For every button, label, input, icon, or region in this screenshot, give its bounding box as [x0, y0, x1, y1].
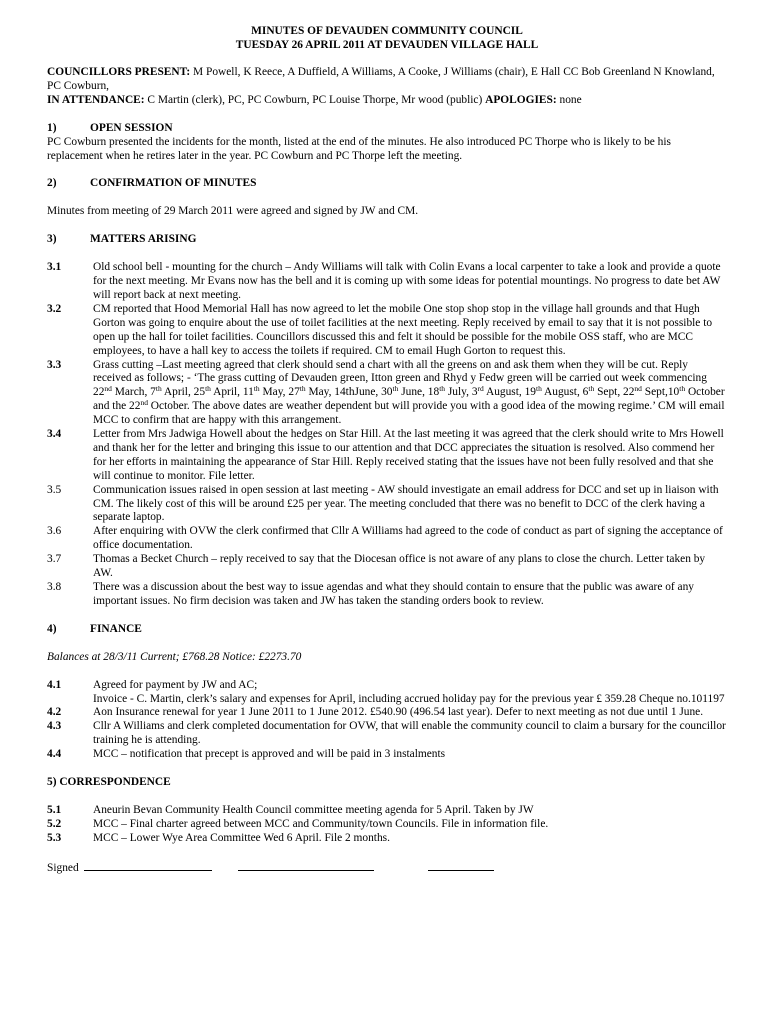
item-3-8	[47, 581, 727, 609]
signature-line	[47, 860, 727, 876]
item-number: 3.1	[47, 261, 62, 274]
item-number: 5.2	[47, 817, 62, 830]
signature-blank-1	[84, 860, 212, 871]
item-number: 3.5	[47, 483, 62, 496]
item-3-5	[47, 484, 727, 526]
item-3-4	[47, 428, 727, 484]
item-4-2	[47, 706, 727, 720]
section-title: OPEN SESSION	[90, 121, 173, 134]
signature-blank-2	[238, 860, 374, 871]
open-session-text: PC Cowburn presented the incidents for the month, listed at the end of the minutes. He also introduced PC Thorpe who is likely to be his replacement when he retires later in the year. PC Cowburn and PC Thorpe left the meeting.	[47, 135, 671, 162]
apologies-text: none	[556, 93, 582, 106]
apologies-label: APOLOGIES:	[485, 93, 557, 106]
document-title	[47, 24, 727, 52]
item-number: 4.3	[47, 720, 62, 733]
item-text: Cllr A Williams and clerk completed documentation for OVW, that will enable the community council to claim a bursary for the councillor training he is attending.	[93, 720, 726, 747]
item-3-7	[47, 553, 727, 581]
section-number: 4)	[47, 622, 57, 635]
section-heading-finance	[47, 623, 727, 637]
item-number: 3.7	[47, 553, 62, 566]
item-4-3	[47, 720, 727, 748]
present-text: M Powell, K Reece, A Duffield, A Williams, A Cooke, J Williams (chair), E Hall CC Bob Greenland N Knowland, PC Cowburn,	[47, 66, 715, 92]
signed-label: Signed	[47, 861, 79, 874]
item-text: MCC – Final charter agreed between MCC and Community/town Councils. File in information file.	[93, 817, 549, 830]
section-number: 2)	[47, 177, 57, 190]
item-number: 3.4	[47, 428, 62, 441]
item-number: 3.3	[47, 358, 62, 371]
item-number: 4.4	[47, 748, 62, 761]
item-text: There was a discussion about the best way to issue agendas and what they should contain to ensure that the public was aware of any important issues. No firm decision was taken and JW has taken the standing orders book to review.	[93, 581, 695, 607]
councillors-present	[47, 66, 727, 94]
item-text: CM reported that Hood Memorial Hall has now agreed to let the mobile One stop shop stop in the village hall grounds and that Hugh Gorton was going to enquire about the use of toilet facilities at the next meeting. Reply received by email to say that it is not possible to open up the hall for toilet facilities. Councillors discussed this and felt it should be possible for the mobile OSS staff, who are MCC employees, to have a hall key to access the toilets if required. CM to email Hugh Gorton to request this.	[93, 302, 713, 357]
item-4-4	[47, 748, 727, 762]
item-text: Aneurin Bevan Community Health Council committee meeting agenda for 5 April. Taken by JW	[93, 803, 534, 816]
confirmation-text: Minutes from meeting of 29 March 2011 were agreed and signed by JW and CM.	[47, 205, 419, 218]
item-number: 5.1	[47, 803, 62, 816]
section-title: CONFIRMATION OF MINUTES	[90, 177, 257, 190]
item-3-6	[47, 525, 727, 553]
title-line-2: TUESDAY 26 APRIL 2011 AT DEVAUDEN VILLAGE HALL	[235, 39, 539, 51]
item-text: Letter from Mrs Jadwiga Howell about the hedges on Star Hill. At the last meeting it was agreed that the clerk should write to Mrs Howell and thank her for the letter and bringing this issue to our attention and that DCC appreciates the situation is resolved. Also commend her for her efforts in maintaining the appearance of Star Hill. Reply received stating that the issues have not been fully resolved and that she will continue to monitor. File letter.	[93, 428, 724, 482]
section-title: FINANCE	[90, 622, 142, 635]
item-text: Communication issues raised in open session at last meeting - AW should investigate an email address for DCC and set up in liaison with CM. The likely cost of this will be around £25 per year. The meeting concluded that there was no benefit to DCC of the clerk having a separate laptop.	[93, 483, 719, 524]
signature-blank-3	[428, 860, 494, 871]
item-text: Thomas a Becket Church – reply received to say that the Diocesan office is not aware of any plans to close the church. Letter taken by AW.	[93, 553, 706, 580]
attendance-label: IN ATTENDANCE:	[47, 93, 145, 106]
present-label: COUNCILLORS PRESENT:	[47, 66, 191, 78]
section-heading-matters-arising	[47, 233, 727, 247]
section-heading-open-session	[47, 122, 727, 136]
minutes-page	[47, 24, 727, 876]
section-heading-correspondence: 5) CORRESPONDENCE	[47, 776, 171, 789]
item-number: 3.8	[47, 581, 62, 593]
item-3-2	[47, 303, 727, 359]
attendance-text: C Martin (clerk), PC, PC Cowburn, PC Louise Thorpe, Mr wood (public)	[144, 93, 486, 106]
item-text: After enquiring with OVW the clerk confirmed that Cllr A Williams had agreed to the code of conduct as part of signing the acceptance of office documentation.	[93, 525, 723, 552]
item-4-1	[47, 679, 727, 707]
item-5-1	[47, 804, 727, 818]
section-number: 1)	[47, 121, 57, 134]
item-text: Aon Insurance renewal for year 1 June 2011 to 1 June 2012. £540.90 (496.54 last year). Defer to next meeting as not due until 1 June.	[93, 706, 704, 719]
item-number: 3.6	[47, 525, 62, 538]
item-5-2	[47, 818, 727, 832]
balances-line: Balances at 28/3/11 Current; £768.28 Notice: £2273.70	[47, 650, 302, 663]
section-number: 3)	[47, 233, 57, 246]
item-3-1	[47, 261, 727, 303]
title-line-1: MINUTES OF DEVAUDEN COMMUNITY COUNCIL	[251, 25, 523, 37]
item-number: 4.2	[47, 706, 62, 719]
section-title: MATTERS ARISING	[90, 233, 197, 246]
item-text: MCC – Lower Wye Area Committee Wed 6 April. File 2 months.	[93, 831, 390, 844]
item-number: 5.3	[47, 831, 62, 844]
item-number: 4.1	[47, 678, 62, 691]
item-5-3	[47, 832, 727, 846]
item-text: Agreed for payment by JW and AC; Invoice - C. Martin, clerk’s salary and expenses for April, including accrued holiday pay for the previous year £ 359.28 Cheque no.101197	[93, 678, 725, 705]
item-3-3	[47, 359, 727, 429]
item-text: MCC – notification that precept is approved and will be paid in 3 instalments	[93, 748, 446, 761]
item-text: Old school bell - mounting for the church – Andy Williams will talk with Colin Evans a local carpenter to take a look and provide a quote for the next meeting. Mr Evans now has the bell and it is coming up with some ideas for potential mountings. No progress to date bet AW will report back at next meeting.	[93, 261, 721, 301]
section-heading-confirmation	[47, 177, 727, 191]
item-text: Grass cutting –Last meeting agreed that clerk should send a chart with all the greens on and ask them when they will be cut. Reply received as follows; - ‘The grass cutting of Devauden green, Itton green and Rhyd y Fedw green will be carried out week commencing 22nd March, 7th April, 25th April, 11th May, 27th May, 14thJune, 30th June, 18th July, 3rd August, 19th August, 6th Sept, 22nd Sept,10th October and the 22nd October. The above dates are weather dependent but will provide you with a good idea of the mowing regime.’ CM will email MCC to confirm that are happy with this arrangement.	[93, 358, 725, 427]
in-attendance	[47, 94, 727, 108]
item-number: 3.2	[47, 302, 62, 315]
